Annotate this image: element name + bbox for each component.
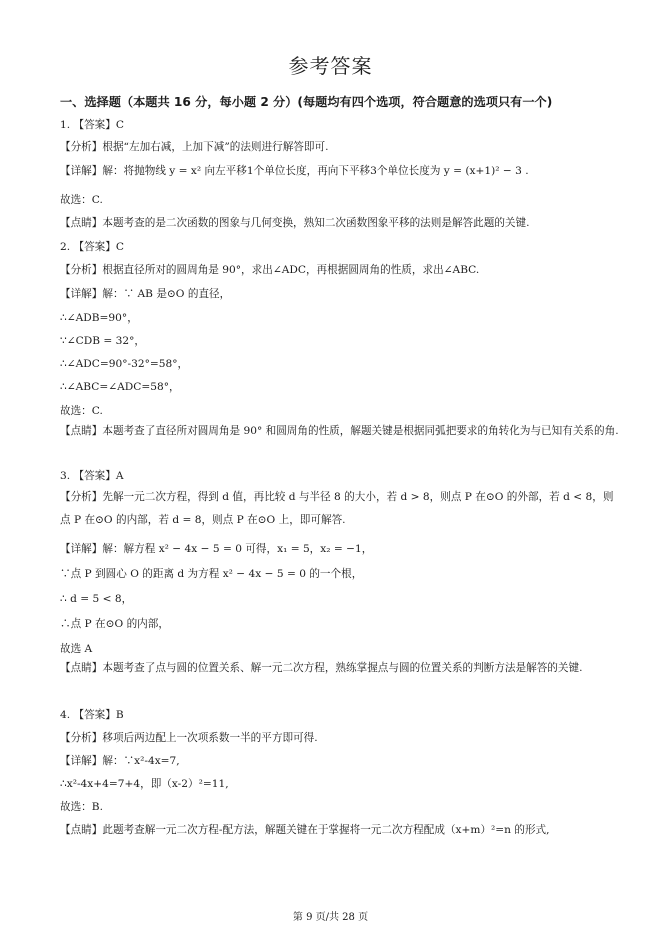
- q3-step1: ∵点 P 到圆心 O 的距离 d 为方程 x² − 4x − 5 = 0 的一个根，: [60, 568, 363, 580]
- q2-comment: 【点睛】本题考查了直径所对圆周角是 90° 和圆周角的性质，解题关键是根据同弧把要求的角转化为与已知有关系的角.: [60, 425, 619, 437]
- q4-step1: ∴x²-4x+4=7+4，即（x-2）²=11,: [60, 778, 229, 790]
- q3-step2: ∴ d = 5 < 8，: [60, 593, 133, 605]
- q4-detail: 【详解】解：∵x²-4x=7,: [60, 755, 180, 767]
- q4-choice: 故选：B.: [60, 801, 103, 813]
- q2-step1: ∴∠ADB=90°，: [60, 312, 138, 324]
- q3-analysis: 【分析】先解一元二次方程，得到 d 值，再比较 d 与半径 8 的大小，若 d > 8，则点 P 在⊙O 的外部，若 d < 8，则点 P 在⊙O 的内部，若 d = 8，则点 P 在⊙O 上，即可解答.: [60, 491, 614, 526]
- q1-comment: 【点睛】本题考查的是二次函数的图象与几何变换，熟知二次函数图象平移的法则是解答此题的关键.: [60, 217, 530, 229]
- q1-choice: 故选：C.: [60, 194, 103, 206]
- q4-comment: 【点睛】此题考查解一元二次方程-配方法，解题关键在于掌握将一元二次方程配成（x+m）²=n 的形式,: [60, 824, 550, 836]
- q1-answer: 1. 【答案】C: [60, 119, 124, 131]
- q3-detail: 【详解】解：解方程 x² − 4x − 5 = 0 可得，x₁ = 5，x₂ = −1，: [60, 543, 373, 555]
- page-title: 参考答案: [288, 54, 373, 78]
- q2-step2: ∵∠CDB = 32°，: [60, 335, 145, 347]
- q3-comment: 【点睛】本题考查了点与圆的位置关系、解一元二次方程，熟练掌握点与圆的位置关系的判断方法是解答的关键.: [60, 662, 583, 674]
- q4-answer: 4. 【答案】B: [60, 709, 124, 721]
- q3-choice: 故选 A: [60, 643, 93, 655]
- q2-choice: 故选：C.: [60, 405, 103, 417]
- section-heading: 一、选择题（本题共 16 分，每小题 2 分）(每题均有四个选项，符合题意的选项只有一个): [60, 95, 553, 109]
- q3-answer: 3. 【答案】A: [60, 470, 124, 482]
- q1-detail: 【详解】解：将抛物线 y = x² 向左平移1个单位长度，再向下平移3个单位长度为 y = (x+1)² − 3 .: [60, 165, 529, 177]
- q2-step3: ∴∠ADC=90°-32°=58°，: [60, 358, 189, 370]
- page-footer: 第 9 页/共 28 页: [292, 912, 369, 923]
- q4-analysis: 【分析】移项后两边配上一次项系数一半的平方即可得.: [60, 732, 318, 744]
- q1-analysis: 【分析】根据“左加右减，上加下减”的法则进行解答即可.: [60, 141, 329, 153]
- q2-analysis: 【分析】根据直径所对的圆周角是 90°，求出∠ADC，再根据圆周角的性质，求出∠ABC.: [60, 264, 480, 276]
- q3-step3: ∴点 P 在⊙O 的内部，: [60, 618, 169, 630]
- q2-answer: 2. 【答案】C: [60, 241, 124, 253]
- q2-step4: ∴∠ABC=∠ADC=58°，: [60, 381, 180, 393]
- q2-detail: 【详解】解：∵ AB 是⊙O 的直径，: [60, 288, 231, 300]
